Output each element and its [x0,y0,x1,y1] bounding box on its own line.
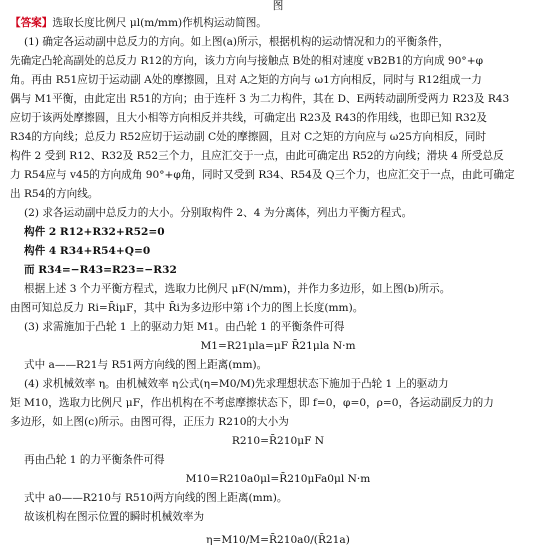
text-line-25: 式中 a0——R210与 R510两方向线的图上距离(mm)。 [24,492,288,504]
text-line-23: 再由凸轮 1 的力平衡条件可得 [24,454,165,466]
text-line-15: 由图可知总反力 Ri=R̄iμF，其中 R̄i为多边形中第 i个力的图上长度(mm)。 [10,302,364,314]
equation-line-12: 构件 4 R34+R54+Q=0 [24,245,151,257]
answer-tag: 【答案】 [10,17,53,29]
formula-line-17: M1=R21μla=μF R̄21μla N·m [200,340,356,352]
text-line-1: (1) 确定各运动副中总反力的方向。如上图(a)所示，根据机构的运动情况和力的平衡条件， [24,36,449,48]
text-line-5: 应切于该两处摩擦圆，且大小相等方向相反并共线，可确定出 R23及 R43的作用线，也即已知 R32及 [10,112,488,124]
text-line-7: 构件 2 受到 R12、R32及 R52三个力，且应汇交于一点，由此可确定出 R52的方向线；滑块 4 所受总反 [10,150,504,162]
formula-line-22: R210=R̄210μF N [231,435,325,447]
text-line-9: 出 R54的方向线。 [10,188,99,200]
text-line-26: 故该机构在图示位置的瞬时机械效率为 [24,511,205,523]
text-line-4: 偶与 M1平衡，由此定出 R51的方向；由于连杆 3 为二力构件，其在 D、E两转动副所受两力 R23及 R43 [10,93,510,105]
text-line-14: 根据上述 3 个力平衡方程式，选取力比例尺 μF(N/mm)，并作力多边形，如上图(b)所示。 [24,283,451,295]
formula-line-27: η=M10/M=R̄210a0/(R̄21a) [206,534,350,546]
text-line-0: 选取长度比例尺 μl(m/mm)作机构运动简图。 [52,17,267,29]
answer-line [10,17,550,30]
equation-line-13: 而 R34=−R43=R23=−R32 [24,264,177,276]
text-line-2: 先确定凸轮高副处的总反力 R12的方向，该力方向与接触点 B处的相对速度 vB2B1的方向成 90°+φ [10,55,484,67]
text-line-6: R34的方向线；总反力 R52应切于运动副 C处的摩擦圆，且对 C之矩的方向应与 ω25方向相反，同时 [10,131,487,143]
text-line-21: 多边形，如上图(c)所示。由图可得，正压力 R210的大小为 [10,416,289,428]
text-line-18: 式中 a——R21与 R51两方向线的图上距离(mm)。 [24,359,268,371]
text-line-10: (2) 求各运动副中总反力的大小。分别取构件 2、4 为分离体，列出力平衡方程式。 [24,207,413,219]
text-line-8: 力 R54应与 v45的方向成角 90°+φ角，同时又受到 R34、R54及 Q三个力，也应汇交于一点，由此可确定 [10,169,515,181]
formula-line-24: M10=R210a0μl=R̄210μFa0μl N·m [185,473,371,485]
text-line-3: 角。再由 R51应切于运动副 A处的摩擦圆，且对 A之矩的方向与 ω1方向相反，同时与 R12组成一力 [10,74,482,86]
text-line-20: 矩 M10，选取力比例尺 μF，作出机构在不考虑摩擦状态下，即 f=0，φ=0，ρ=0，各运动副反力的力 [10,397,494,409]
figure-caption: 图 [272,0,284,12]
equation-line-11: 构件 2 R12+R32+R52=0 [24,226,165,238]
text-line-19: (4) 求机械效率 η。由机械效率 η公式(η=M0/M)先求理想状态下施加于凸轮 1 上的驱动力 [24,378,449,390]
text-line-16: (3) 求需施加于凸轮 1 上的驱动力矩 M1。由凸轮 1 的平衡条件可得 [24,321,345,333]
